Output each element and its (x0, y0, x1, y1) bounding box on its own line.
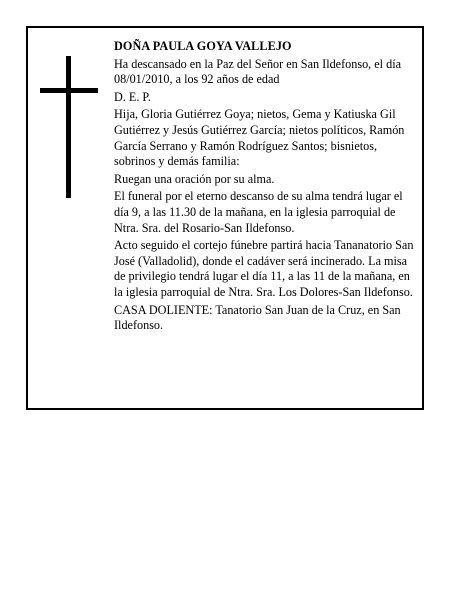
deceased-name: DOÑA PAULA GOYA VALLEJO (114, 39, 292, 53)
cross-horizontal-bar (40, 88, 98, 93)
prayer-request: Ruegan una oración por su alma. (114, 171, 275, 186)
family-list: Hija, Gloria Gutiérrez Goya; nietos, Gema y Katiuska Gil Gutiérrez y Jesús Gutiérrez García; nietos políticos, Ramón García Serrano y Ramón Rodríguez Santos; bisnietos, sobrinos y demás familia: (114, 107, 405, 169)
funeral-details: El funeral por el eterno descanso de su alma tendrá lugar el día 9, a las 11.30 de la mañana, en la iglesia parroquial de Ntra. Sra. del Rosario-San Ildefonso. (114, 189, 403, 235)
mourning-house: CASA DOLIENTE: Tanatorio San Juan de la Cruz, en San Ildefonso. (114, 302, 401, 333)
obituary-text (114, 39, 420, 336)
latin-cross-icon (40, 56, 98, 198)
rest-in-peace: D. E. P. (114, 89, 151, 104)
cross-vertical-bar (66, 56, 71, 198)
cortege-details: Acto seguido el cortejo fúnebre partirá hacia Tananatorio San José (Valladolid), donde el cadáver será incinerado. La misa de privilegio tendrá lugar el día 11, a las 11 de la mañana, en la iglesia parroquial de Ntra. Sra. Los Dolores-San Ildefonso. (114, 238, 414, 299)
death-announcement: Ha descansado en la Paz del Señor en San Ildefonso, el día 08/01/2010, a los 92 años de edad (114, 56, 401, 87)
obituary-notice (26, 26, 424, 410)
